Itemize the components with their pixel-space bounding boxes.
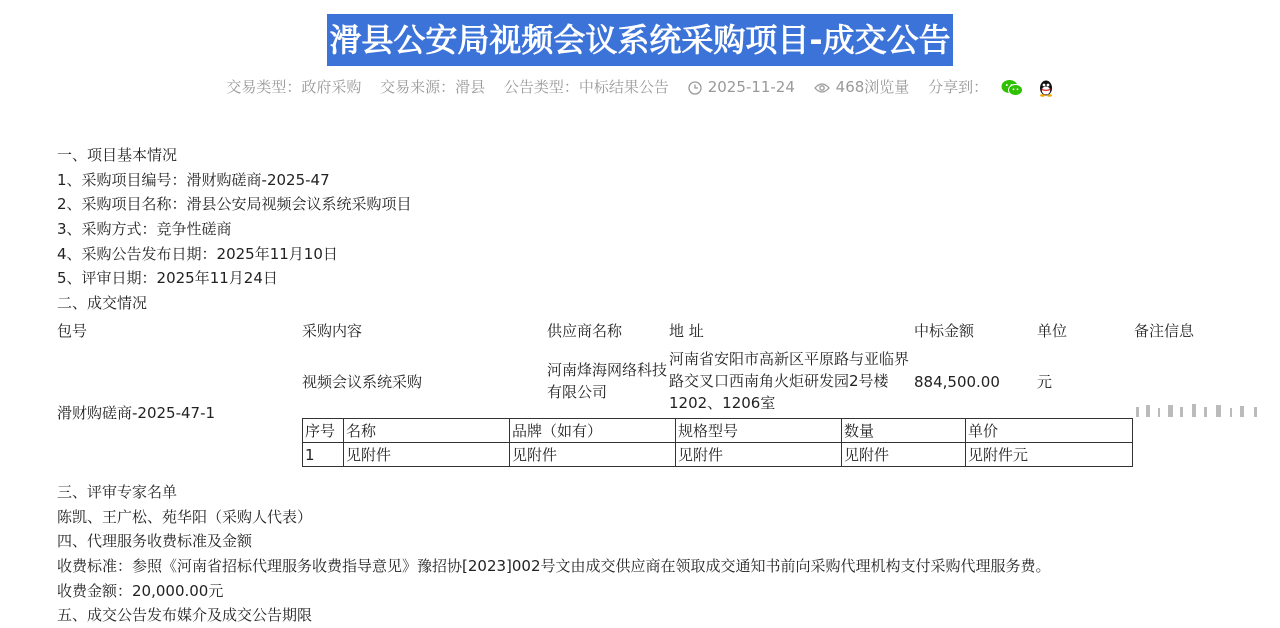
item-brand: 见附件 (510, 443, 676, 467)
address-line2: 路交叉口西南角火炬研发园2号楼 (669, 372, 889, 390)
procurement-method: 3、采购方式：竞争性磋商 (57, 220, 232, 239)
views-group (814, 78, 914, 96)
item-price: 见附件元 (966, 443, 1133, 467)
section3-heading: 三、评审专家名单 (57, 483, 178, 501)
supplier-name-line2: 有限公司 (547, 383, 608, 401)
publish-date-group (688, 78, 800, 96)
trade-type: 交易类型：政府采购 (226, 78, 362, 96)
meta-bar (0, 76, 1280, 97)
item-seq: 1 (303, 443, 344, 467)
publish-date: 2025-11-24 (707, 78, 795, 96)
wechat-icon[interactable] (1001, 79, 1023, 97)
address-line1: 河南省安阳市高新区平原路与亚临界 (669, 350, 910, 368)
header-amount: 中标金额 (914, 322, 975, 340)
supplier-address (669, 348, 909, 414)
page-title: 滑县公安局视频会议系统采购项目-成交公告 (327, 14, 952, 66)
title-wrap (0, 14, 1280, 66)
item-model: 见附件 (676, 443, 842, 467)
review-date: 5、评审日期：2025年11月24日 (57, 269, 278, 288)
table-edge-artifact (1132, 404, 1266, 418)
address-line3: 1202、1206室 (669, 394, 776, 412)
items-col-brand: 品牌（如有） (510, 419, 676, 443)
view-count: 468浏览量 (835, 78, 910, 96)
section-experts-and-fees (57, 480, 1051, 628)
items-col-qty: 数量 (842, 419, 966, 443)
qq-icon[interactable] (1038, 79, 1054, 97)
header-supplier: 供应商名称 (547, 322, 623, 340)
announcement-date: 4、采购公告发布日期：2025年11月10日 (57, 244, 338, 263)
section4-heading: 四、代理服务收费标准及金额 (57, 532, 253, 551)
header-remark: 备注信息 (1134, 322, 1195, 340)
eye-icon (814, 82, 830, 94)
package-number: 滑财购磋商-2025-47-1 (57, 404, 216, 422)
items-col-model: 规格型号 (676, 419, 842, 443)
item-name: 见附件 (344, 443, 510, 467)
supplier-name-line1: 河南烽海网络科技 (547, 361, 668, 379)
header-unit: 单位 (1037, 322, 1068, 340)
clock-icon (688, 81, 702, 95)
expert-list: 陈凯、王广松、苑华阳（采购人代表） (57, 507, 313, 526)
procurement-content: 视频会议系统采购 (302, 373, 423, 391)
fee-amount: 收费金额：20,000.00元 (57, 581, 224, 600)
section-basic-info (57, 143, 1257, 316)
trade-source: 交易来源：滑县 (380, 78, 486, 96)
item-qty: 见附件 (842, 443, 966, 467)
items-header-row (303, 419, 1133, 443)
section5-heading: 五、成交公告发布媒介及成交公告期限 (57, 606, 313, 625)
header-address: 地 址 (669, 322, 704, 340)
share-label: 分享到： (928, 78, 989, 96)
notice-type: 公告类型：中标结果公告 (503, 78, 669, 96)
supplier-name (547, 359, 667, 403)
section1-heading: 一、项目基本情况 (57, 146, 178, 164)
share-group (928, 78, 1054, 96)
header-package: 包号 (57, 322, 88, 340)
items-col-name: 名称 (344, 419, 510, 443)
items-col-price: 单价 (966, 419, 1133, 443)
project-name: 2、采购项目名称：滑县公安局视频会议系统采购项目 (57, 195, 412, 214)
amount-unit: 元 (1037, 373, 1053, 391)
project-number: 1、采购项目编号：滑财购磋商-2025-47 (57, 170, 330, 189)
items-col-seq: 序号 (303, 419, 344, 443)
header-content: 采购内容 (302, 322, 363, 340)
table-row (303, 443, 1133, 467)
section2-heading: 二、成交情况 (57, 294, 148, 313)
winning-amount: 884,500.00 (914, 373, 1000, 391)
fee-standard: 收费标准：参照《河南省招标代理服务收费指导意见》豫招协[2023]002号文由成交供应商在领取成交通知书前向采购代理机构支付采购代理服务费。 (57, 557, 1051, 576)
items-table (302, 418, 1133, 467)
